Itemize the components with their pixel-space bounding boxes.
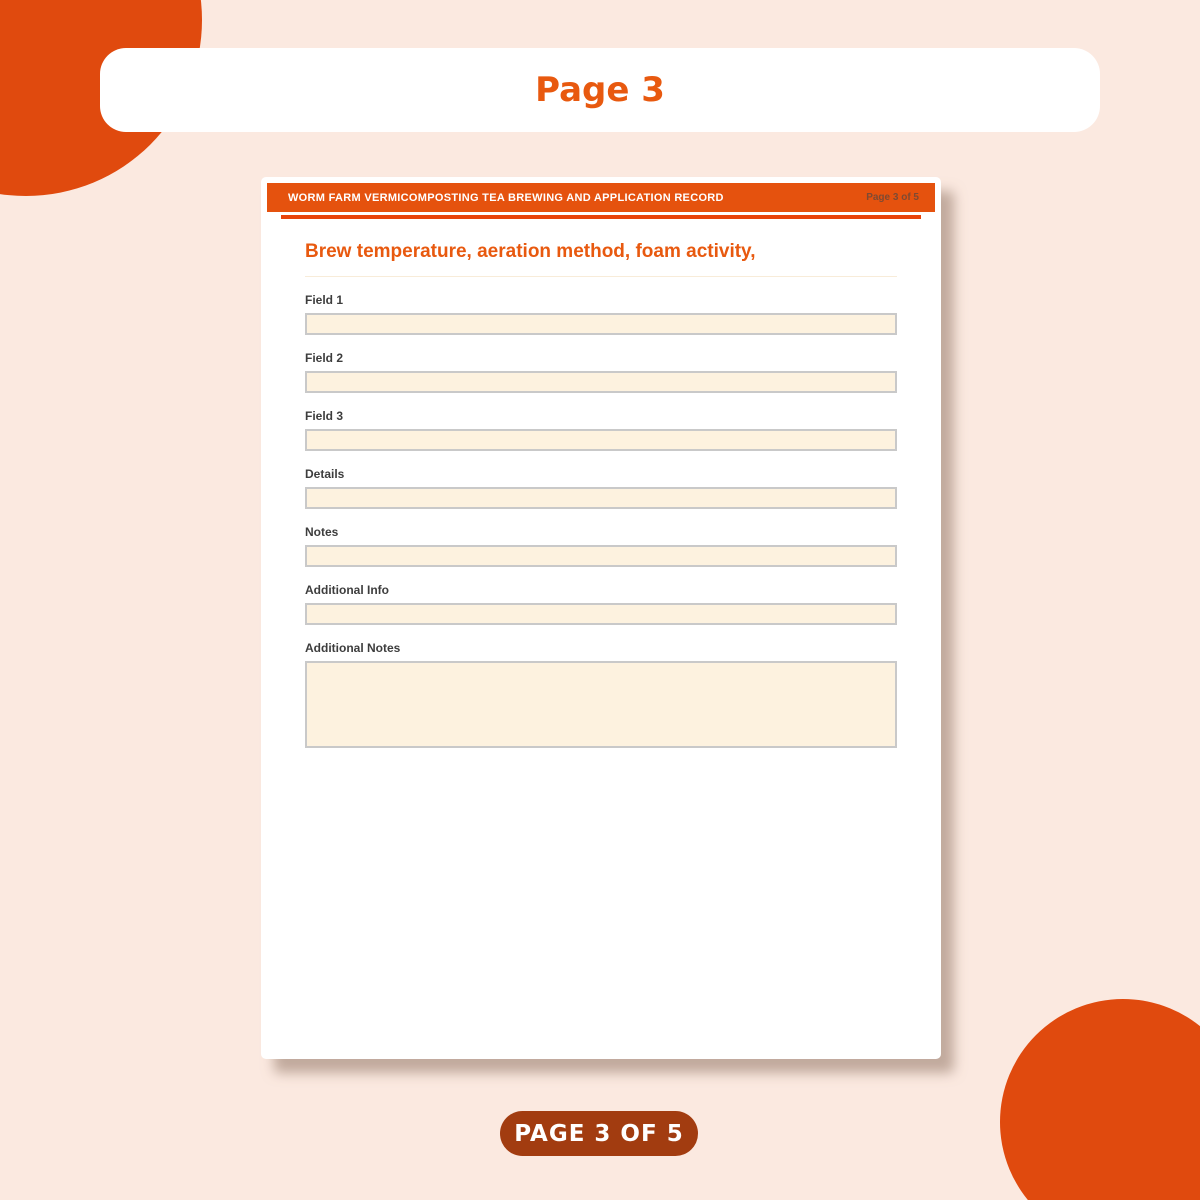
notes-input[interactable]	[305, 545, 897, 567]
section-heading: Brew temperature, aeration method, foam activity,	[305, 241, 756, 262]
field-2-label: Field 2	[305, 351, 344, 365]
notes-label: Notes	[305, 525, 339, 539]
field-1-label: Field 1	[305, 293, 344, 307]
field-group-notes	[305, 525, 897, 567]
document-header-bar	[267, 183, 935, 212]
page-banner	[100, 48, 1100, 132]
field-3-input[interactable]	[305, 429, 897, 451]
field-group-additional-notes	[305, 641, 897, 753]
additional-notes-label: Additional Notes	[305, 641, 401, 655]
details-input[interactable]	[305, 487, 897, 509]
field-group-field-2	[305, 351, 897, 393]
page-pill-button[interactable]	[500, 1111, 698, 1156]
additional-info-label: Additional Info	[305, 583, 389, 597]
field-group-field-1	[305, 293, 897, 335]
field-group-field-3	[305, 409, 897, 451]
section-divider	[305, 276, 897, 277]
field-group-details	[305, 467, 897, 509]
form-content	[261, 241, 941, 753]
field-2-input[interactable]	[305, 371, 897, 393]
field-1-input[interactable]	[305, 313, 897, 335]
field-3-label: Field 3	[305, 409, 344, 423]
additional-info-input[interactable]	[305, 603, 897, 625]
document-card	[261, 177, 941, 1059]
page-banner-title: Page 3	[535, 70, 665, 110]
header-underline	[281, 215, 921, 219]
details-label: Details	[305, 467, 345, 481]
page-pill-label: PAGE 3 OF 5	[514, 1120, 684, 1147]
document-title: WORM FARM VERMICOMPOSTING TEA BREWING AND APPLICATION RECORD	[288, 191, 724, 204]
field-group-additional-info	[305, 583, 897, 625]
decorative-circle-bottom-right	[1000, 999, 1200, 1200]
header-page-indicator: Page 3 of 5	[866, 192, 919, 203]
additional-notes-textarea[interactable]	[305, 661, 897, 748]
